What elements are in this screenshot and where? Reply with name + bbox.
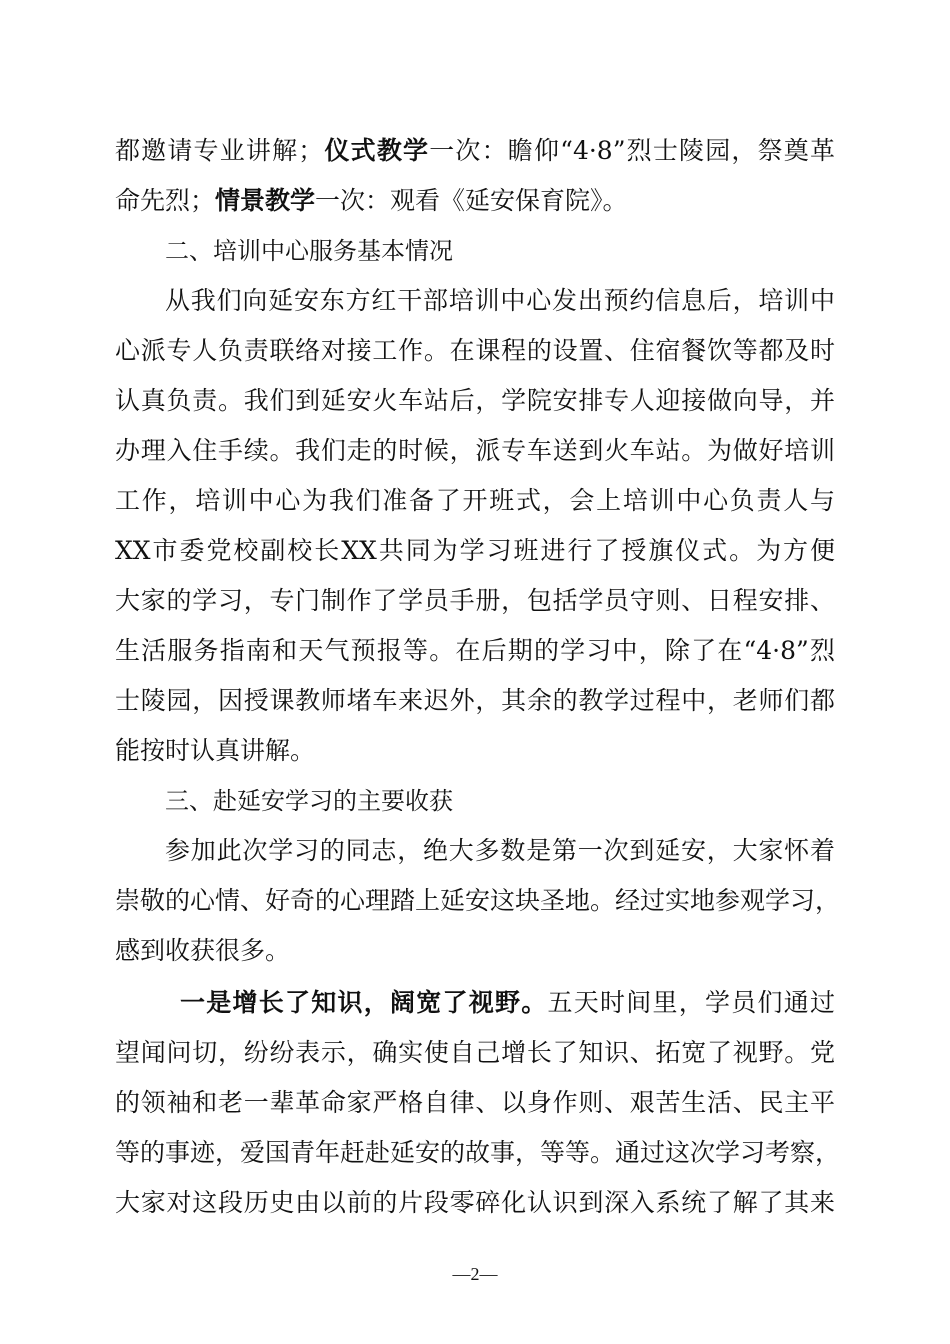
scenario-teaching-term: 情景教学	[215, 186, 316, 215]
para2-line: 能按时认真讲解。	[115, 736, 316, 765]
para3-line: 崇敬的心情、好奇的心理踏上延安这块圣地。经过实地参观学习，	[115, 886, 841, 915]
para4-line1-rest: 五天时间里，学员们通过	[547, 988, 835, 1017]
section-heading-3: 三、赴延安学习的主要收获	[165, 787, 453, 815]
para2-line: 认真负责。我们到延安火车站后，学院安排专人迎接做向导，并	[115, 386, 835, 415]
para4-line1	[180, 988, 835, 1018]
para1-text-e: 一次：观看《延安保育院》。	[315, 186, 628, 215]
para4-line: 大家对这段历史由以前的片段零碎化认识到深入系统了解了其来	[115, 1188, 835, 1217]
para3-line: 参加此次学习的同志，绝大多数是第一次到延安，大家怀着	[165, 836, 835, 865]
para4-line: 的领袖和老一辈革命家严格自律、以身作则、艰苦生活、民主平	[115, 1088, 835, 1117]
para2-line: 生活服务指南和天气预报等。在后期的学习中，除了在“4·8”烈	[115, 636, 835, 665]
page-number: —2—	[452, 1264, 498, 1284]
para1-line1	[115, 136, 835, 166]
para4-line: 等的事迹，爱国青年赶赴延安的故事，等等。通过这次学习考察，	[115, 1138, 841, 1167]
para1-text-a: 都邀请专业讲解；	[115, 136, 324, 165]
para2-line: XX市委党校副校长XX共同为学习班进行了授旗仪式。为方便	[115, 536, 835, 565]
para2-line: 办理入住手续。我们走的时候，派专车送到火车站。为做好培训	[115, 436, 835, 465]
para3-line: 感到收获很多。	[115, 936, 291, 965]
para2-line: 从我们向延安东方红干部培训中心发出预约信息后，培训中	[165, 286, 835, 315]
para1-line2	[115, 186, 835, 216]
para2-line: 工作，培训中心为我们准备了开班式，会上培训中心负责人与	[115, 486, 835, 515]
para2-line: 大家的学习，专门制作了学员手册，包括学员守则、日程安排、	[115, 586, 835, 615]
section-heading-2: 二、培训中心服务基本情况	[165, 237, 453, 265]
para4-line: 望闻问切，纷纷表示，确实使自己增长了知识、拓宽了视野。党	[115, 1038, 835, 1067]
ritual-teaching-term: 仪式教学	[323, 136, 430, 165]
point-one-lead: 一是增长了知识，阔宽了视野。	[180, 988, 548, 1017]
para1-text-c: 一次：瞻仰“4·8”烈士陵园，祭奠革	[429, 136, 835, 165]
para1-text-d: 命先烈；	[115, 186, 216, 215]
para2-line: 士陵园，因授课教师堵车来迟外，其余的教学过程中，老师们都	[115, 686, 835, 715]
para2-line: 心派专人负责联络对接工作。在课程的设置、住宿餐饮等都及时	[115, 336, 835, 365]
